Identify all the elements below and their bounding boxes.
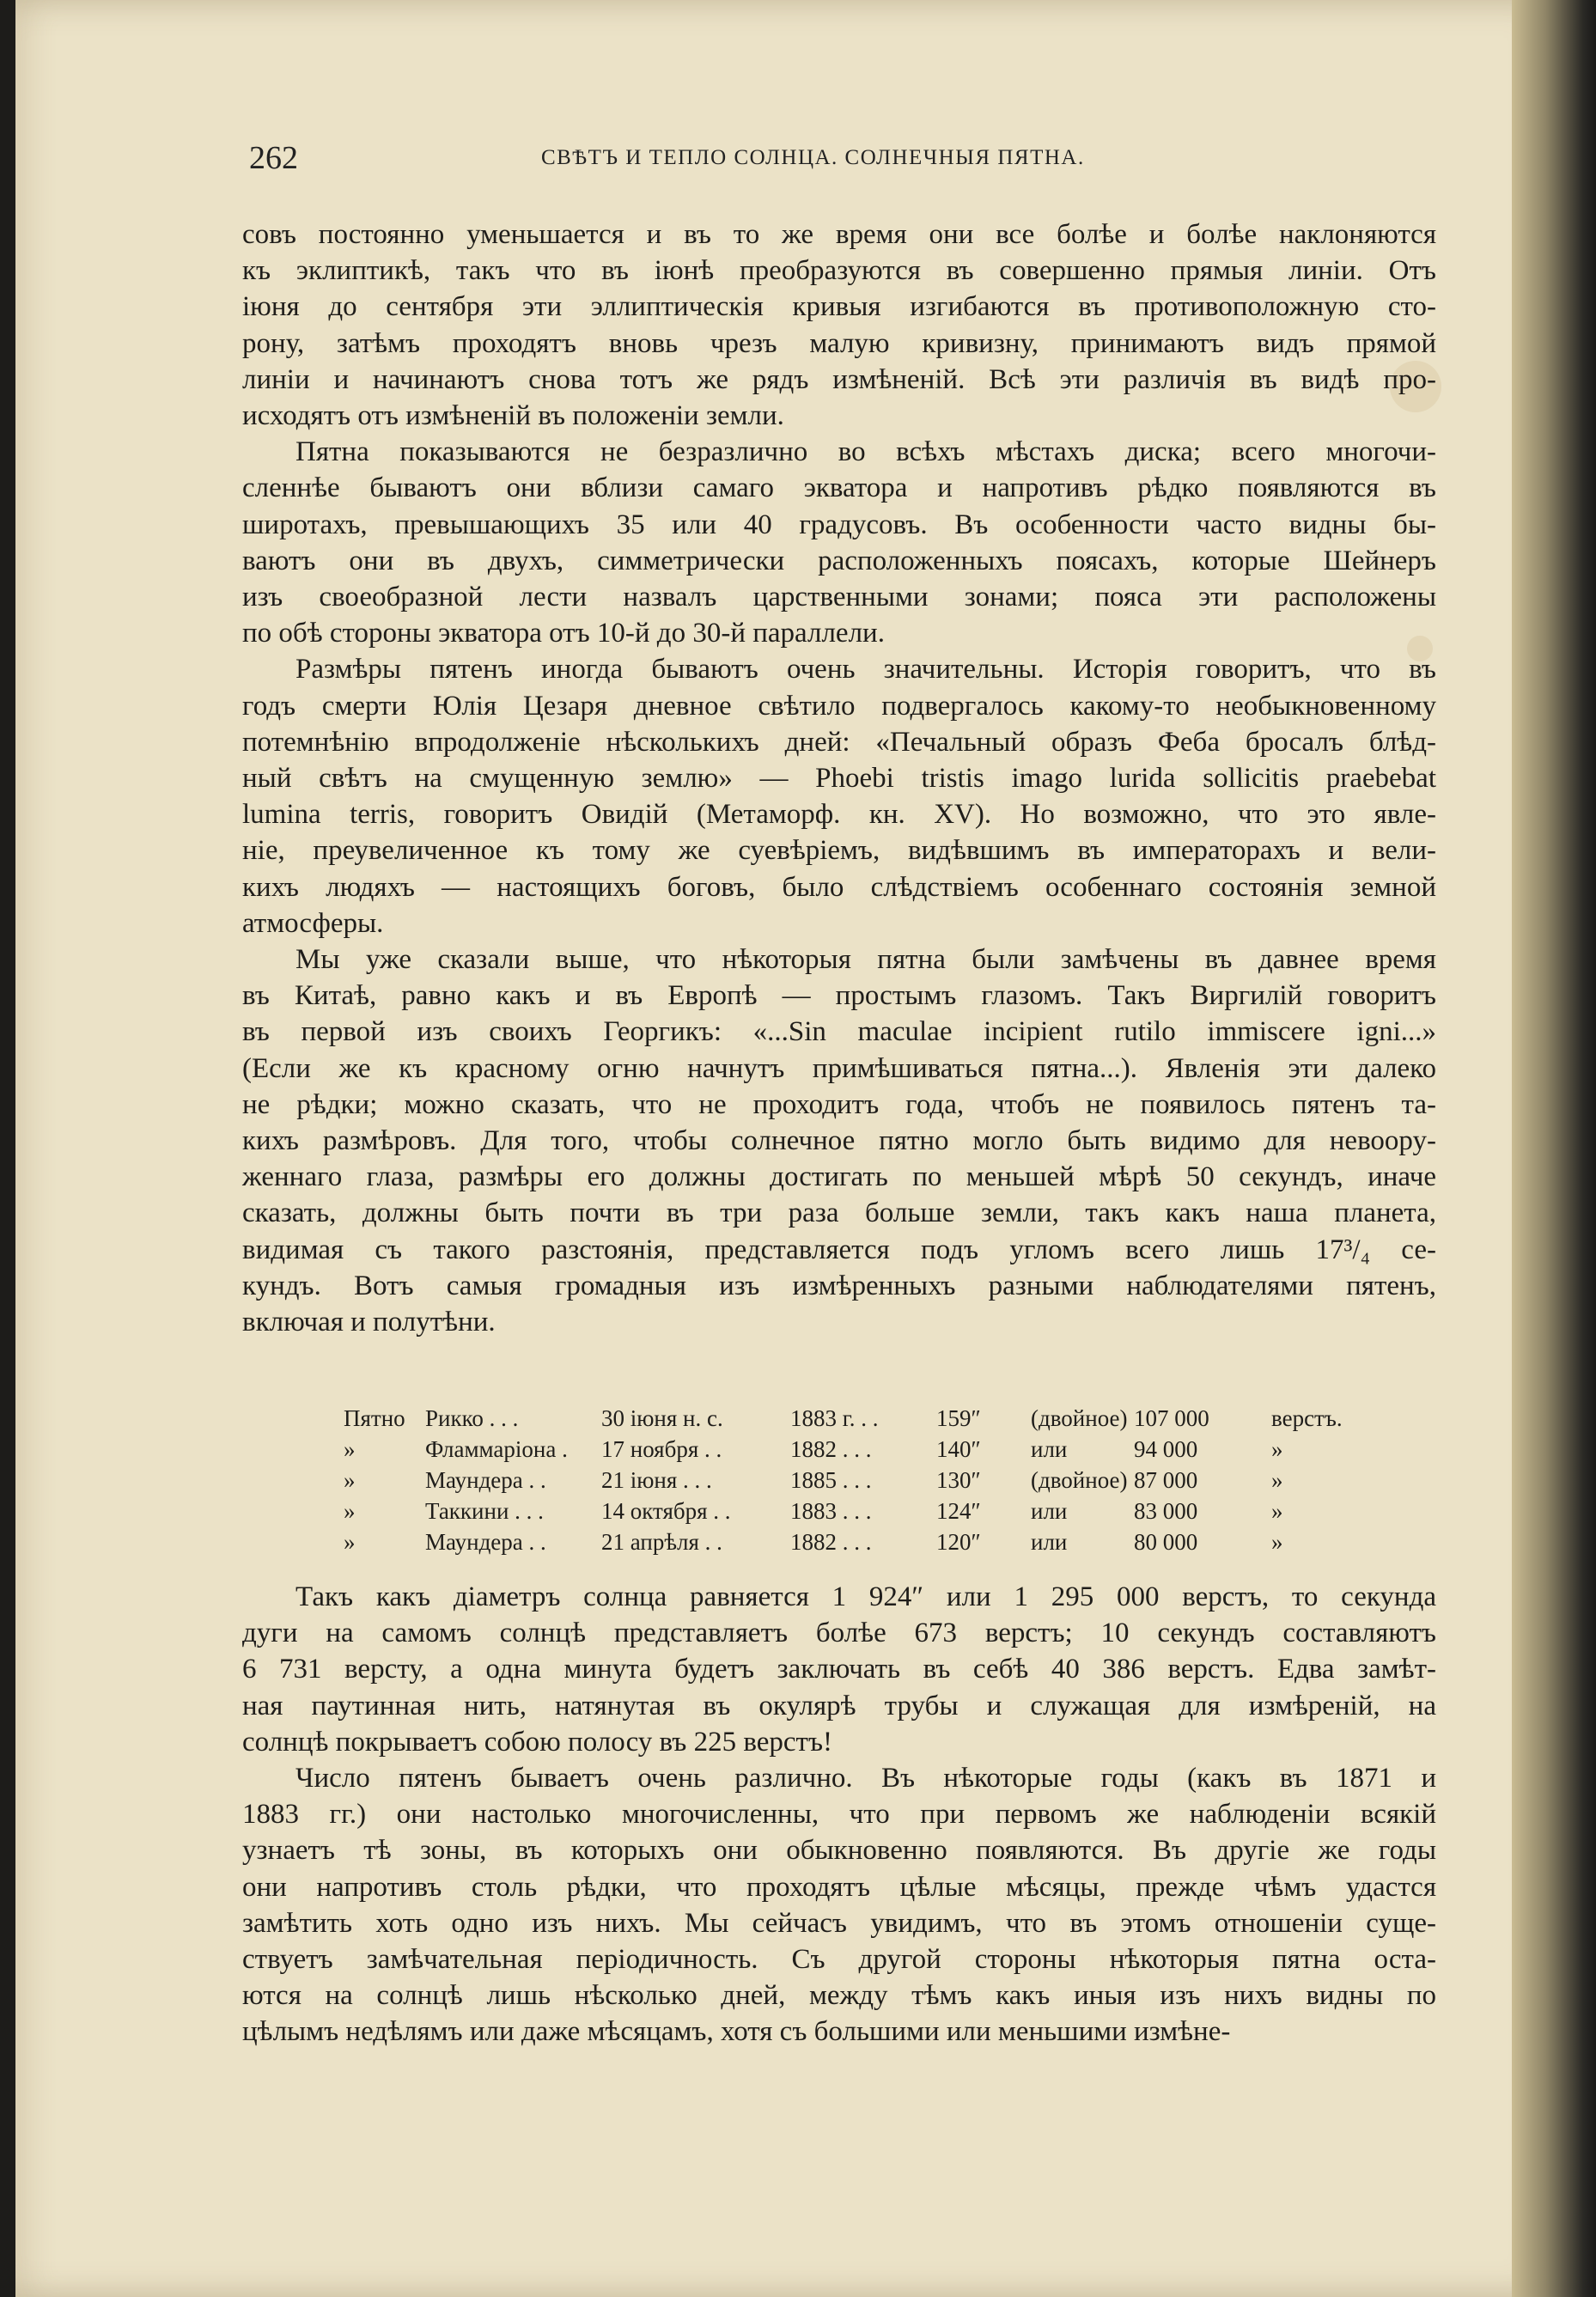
text-line: изъ своеобразной лести назвалъ царственными зонами; пояса эти расположены xyxy=(242,582,1436,613)
text-line: 6 731 версту, а одна минута будетъ заключать въ себѣ 40 386 верстъ. Едва замѣт- xyxy=(242,1654,1436,1685)
text-line: (Если же къ красному огню начнутъ примѣшиваться пятна...). Явленія эти далеко xyxy=(242,1052,1436,1084)
table-cell-name: Маундера . . xyxy=(425,1529,546,1555)
table-cell-name: Рикко . . . xyxy=(425,1405,519,1431)
text-line: по обѣ стороны экватора отъ 10-й до 30-й параллели. xyxy=(242,618,885,649)
table-cell-note: или xyxy=(1031,1529,1068,1555)
text-line: кихъ людяхъ — настоящихъ боговъ, было слѣдствіемъ особеннаго состоянія земной xyxy=(242,871,1436,903)
text-line: сказать, должны быть почти въ три раза больше земли, такъ какъ наша планета, xyxy=(242,1197,1436,1229)
table-cell-name: Маундера . . xyxy=(425,1467,546,1493)
text-line: Такъ какъ діаметръ солнца равняется 1 924″ или 1 295 000 верстъ, то секунда xyxy=(295,1581,1436,1612)
text-line: исходятъ отъ измѣненій въ положеніи земли. xyxy=(242,400,784,432)
table-cell-size: 120″ xyxy=(936,1529,981,1555)
table-cell-year: 1883 г. . . xyxy=(790,1405,879,1431)
text-line: ствуетъ замѣчательная періодичность. Съ другой стороны нѣкоторыя пятна оста- xyxy=(242,1944,1436,1976)
text-line: цѣлымъ недѣлямъ или даже мѣсяцамъ, хотя съ большими или меньшими измѣне- xyxy=(242,2016,1231,2048)
text-line: ный свѣтъ на смущенную землю» — Phoebi tristis imago lurida sollicitis praebebat xyxy=(242,763,1436,795)
table-cell-unit: » xyxy=(1271,1436,1283,1462)
text-line: lumina terris, говоритъ Овидій (Метаморф. кн. XV). Но возможно, что это явле- xyxy=(242,799,1436,831)
text-line: кихъ размѣровъ. Для того, чтобы солнечное пятно могло быть видимо для невоору- xyxy=(242,1125,1436,1157)
text-line: женнаго глаза, размѣры его должны достигать по меньшей мѣрѣ 50 секундъ, иначе xyxy=(242,1161,1436,1193)
table-row xyxy=(344,1498,1340,1529)
table-cell-versts: 94 000 xyxy=(1134,1436,1198,1462)
paragraph xyxy=(242,434,1436,651)
text-line: включая и полутѣни. xyxy=(242,1307,496,1338)
text-line: замѣтить хоть одно изъ нихъ. Мы сейчасъ увидимъ, что въ этомъ отношеніи суще- xyxy=(242,1907,1436,1939)
table-cell-year: 1882 . . . xyxy=(790,1529,872,1555)
table-cell-date: 21 іюня . . . xyxy=(601,1467,712,1493)
table-cell-date: 30 іюня н. с. xyxy=(601,1405,723,1431)
running-title: СВѢТЪ И ТЕПЛО СОЛНЦА. СОЛНЕЧНЫЯ ПЯТНА. xyxy=(541,146,1085,169)
table-cell-prefix: » xyxy=(344,1436,356,1462)
text-line: Число пятенъ бываетъ очень различно. Въ нѣкоторые годы (какъ въ 1871 и xyxy=(295,1763,1436,1794)
page-header xyxy=(249,139,1452,174)
text-line: они напротивъ столь рѣдки, что проходятъ цѣлые мѣсяцы, прежде чѣмъ удастся xyxy=(242,1871,1436,1903)
body-text-bottom xyxy=(242,1579,1436,2050)
text-line: не рѣдки; можно сказать, что не проходитъ года, чтобъ не появилось пятенъ та- xyxy=(242,1088,1436,1120)
table-cell-note: (двойное) xyxy=(1031,1467,1128,1493)
table-row xyxy=(344,1436,1340,1467)
table-cell-year: 1882 . . . xyxy=(790,1436,872,1462)
table-cell-prefix: » xyxy=(344,1467,356,1493)
table-cell-name: Фламмаріона . xyxy=(425,1436,568,1462)
page-number: 262 xyxy=(249,140,298,176)
sunspots-table xyxy=(344,1405,1343,1560)
text-line: широтахъ, превышающихъ 35 или 40 градусовъ. Въ особенности часто видны бы- xyxy=(242,509,1436,540)
table-cell-size: 159″ xyxy=(936,1405,981,1431)
paragraph xyxy=(242,1579,1436,1760)
text-line: потемнѣнію впродолженіе нѣсколькихъ дней: «Печальный образъ Феба бросалъ блѣд- xyxy=(242,726,1436,758)
table-cell-unit: » xyxy=(1271,1467,1283,1493)
text-line: ются на солнцѣ лишь нѣсколько дней, между тѣмъ какъ иныя изъ нихъ видны по xyxy=(242,1980,1436,2012)
text-line: къ эклиптикѣ, такъ что въ іюнѣ преобразуются въ совершенно прямыя линіи. Отъ xyxy=(242,255,1436,287)
text-line: іюня до сентября эти эллиптическія кривыя изгибаются въ противоположную сто- xyxy=(242,291,1436,323)
text-line: въ Китаѣ, равно какъ и въ Европѣ — простымъ глазомъ. Такъ Виргилій говоритъ xyxy=(242,980,1436,1012)
table-row xyxy=(344,1405,1343,1436)
table-cell-note: или xyxy=(1031,1498,1068,1524)
table-cell-date: 14 октября . . xyxy=(601,1498,731,1524)
table-cell-year: 1885 . . . xyxy=(790,1467,872,1493)
text-line: рону, затѣмъ проходятъ вновь чрезъ малую кривизну, принимаютъ видъ прямой xyxy=(242,327,1436,359)
text-line: сленнѣе бываютъ они вблизи самаго экватора и напротивъ рѣдко появляются въ xyxy=(242,472,1436,504)
text-line: въ первой изъ своихъ Георгикъ: «...Sin maculae incipient rutilo immiscere igni...» xyxy=(242,1016,1436,1048)
table-cell-versts: 80 000 xyxy=(1134,1529,1198,1555)
table-cell-unit: верстъ. xyxy=(1271,1405,1343,1431)
text-line: ніе, преувеличенное къ тому же суевѣріемъ, видѣвшимъ въ императорахъ и вели- xyxy=(242,835,1436,867)
body-text-top xyxy=(242,216,1436,1340)
text-line: дуги на самомъ солнцѣ представляетъ болѣе 673 верстъ; 10 секундъ составляютъ xyxy=(242,1618,1436,1649)
text-line: солнцѣ покрываетъ собою полосу въ 225 верстъ! xyxy=(242,1726,833,1758)
text-line: узнаетъ тѣ зоны, въ которыхъ они обыкновенно появляются. Въ другіе же годы xyxy=(242,1835,1436,1867)
table-cell-prefix: Пятно xyxy=(344,1405,405,1431)
table-cell-unit: » xyxy=(1271,1529,1283,1555)
table-cell-size: 130″ xyxy=(936,1467,981,1493)
table-cell-prefix: » xyxy=(344,1529,356,1555)
table-row xyxy=(344,1529,1340,1560)
table-cell-name: Таккини . . . xyxy=(425,1498,544,1524)
text-line: 1883 гг.) они настолько многочисленны, что при первомъ же наблюденіи всякій xyxy=(242,1799,1436,1831)
text-line: Пятна показываются не безразлично во всѣхъ мѣстахъ диска; всего многочи- xyxy=(295,436,1436,468)
table-cell-unit: » xyxy=(1271,1498,1283,1524)
text-line: кундъ. Вотъ самыя громадныя изъ измѣренныхъ разными наблюдателями пятенъ, xyxy=(242,1270,1436,1301)
table-row xyxy=(344,1467,1340,1498)
table-cell-prefix: » xyxy=(344,1498,356,1524)
table-cell-date: 21 апрѣля . . xyxy=(601,1529,722,1555)
text-line: Мы уже сказали выше, что нѣкоторыя пятна были замѣчены въ давнее время xyxy=(295,944,1436,976)
paragraph xyxy=(242,651,1436,941)
table-cell-versts: 87 000 xyxy=(1134,1467,1198,1493)
table-cell-year: 1883 . . . xyxy=(790,1498,872,1524)
paragraph xyxy=(242,216,1436,434)
text-line: совъ постоянно уменьшается и въ то же время они все болѣе и болѣе наклоняются xyxy=(242,219,1436,250)
text-line: годъ смерти Юлія Цезаря дневное свѣтило подвергалось какому-то необыкновенному xyxy=(242,690,1436,722)
table-cell-versts: 107 000 xyxy=(1134,1405,1209,1431)
table-cell-versts: 83 000 xyxy=(1134,1498,1198,1524)
paragraph xyxy=(242,1760,1436,2050)
text-line: ная паутинная нить, натянутая въ окулярѣ трубы и служащая для измѣреній, на xyxy=(242,1690,1436,1721)
table-cell-date: 17 ноября . . xyxy=(601,1436,722,1462)
text-line: линіи и начинаютъ снова тотъ же рядъ измѣненій. Всѣ эти различія въ видѣ про- xyxy=(242,363,1436,395)
table-cell-size: 124″ xyxy=(936,1498,981,1524)
table-cell-note: (двойное) xyxy=(1031,1405,1128,1431)
text-line: ваютъ они въ двухъ, симметрически расположенныхъ поясахъ, которые Шейнеръ xyxy=(242,545,1436,576)
text-line: Размѣры пятенъ иногда бываютъ очень значительны. Исторія говоритъ, что въ xyxy=(295,654,1436,685)
table-cell-size: 140″ xyxy=(936,1436,981,1462)
text-line: атмосферы. xyxy=(242,907,384,939)
paragraph xyxy=(242,941,1436,1340)
page-edge-shadow xyxy=(1512,0,1596,2297)
text-line: видимая съ такого разстоянія, представляется подъ угломъ всего лишь 17³/₄ се- xyxy=(242,1234,1436,1265)
table-cell-note: или xyxy=(1031,1436,1068,1462)
